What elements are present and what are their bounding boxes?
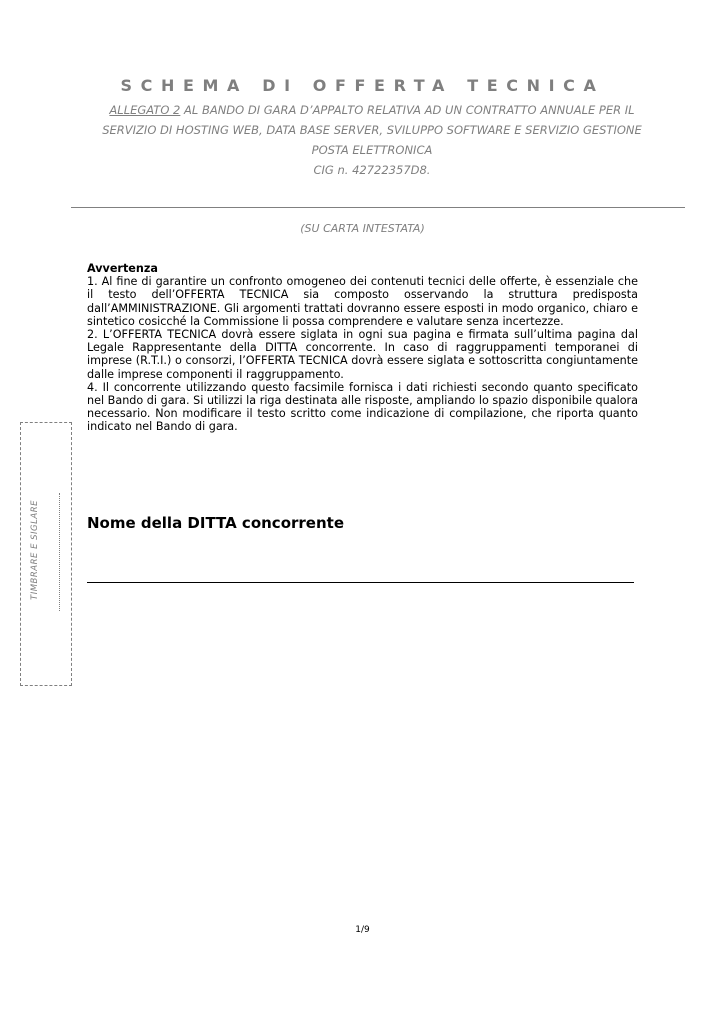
document-title: SCHEMA DI OFFERTA TECNICA [120, 76, 605, 95]
cig-code: CIG n. 42722357D8. [313, 163, 431, 177]
subtitle-line-1-text: AL BANDO DI GARA D’APPALTO RELATIVA AD UN CONTRATTO ANNUALE PER IL [180, 103, 635, 117]
stamp-signature-line [59, 493, 60, 611]
stamp-box [20, 422, 72, 686]
company-name-label: Nome della DITTA concorrente [87, 514, 344, 532]
warning-item-2: 2. L’OFFERTA TECNICA dovrà essere siglata in ogni sua pagina e firmata sull’ultima pagina dal Legale Rappresentante della DITTA concorrente. In caso di raggruppamenti temporanei di imprese (R.T.I.) o consorzi, l’OFFERTA TECNICA dovrà essere siglata e sottoscritta congiuntamente dalle imprese componenti il raggruppamento. [87, 328, 638, 381]
subtitle-line-2: SERVIZIO DI HOSTING WEB, DATA BASE SERVER, SVILUPPO SOFTWARE E SERVIZIO GESTIONE [102, 123, 642, 137]
subtitle-line-1 [72, 100, 672, 120]
stamp-label: TIMBRARE E SIGLARE [30, 500, 40, 600]
allegato-label: ALLEGATO 2 [109, 103, 181, 117]
letterhead-note: (SU CARTA INTESTATA) [300, 222, 425, 235]
warning-section [87, 262, 638, 434]
warning-item-4: 4. Il concorrente utilizzando questo facsimile fornisca i dati richiesti secondo quanto specificato nel Bando di gara. Si utilizzi la riga destinata alle risposte, ampliando lo spazio disponibile qualora necessario. Non modificare il testo scritto come indicazione di compilazione, che riporta quanto indicato nel Bando di gara. [87, 380, 638, 434]
warning-heading: Avvertenza [87, 262, 158, 275]
header-divider [71, 207, 685, 208]
company-name-answer-line [87, 582, 634, 583]
page-number: 1/9 [355, 925, 370, 935]
subtitle-line-3: POSTA ELETTRONICA [311, 143, 433, 157]
document-subtitle [72, 100, 672, 180]
warning-item-1: 1. Al fine di garantire un confronto omogeneo dei contenuti tecnici delle offerte, è essenziale che il testo dell’OFFERTA TECNICA sia composto osservando la struttura predisposta dall’AMMINISTRAZIONE. Gli argomenti trattati dovranno essere esposti in modo organico, chiaro e sintetico cosicché la Commissione li possa comprendere e valutare senza incertezze. [87, 275, 638, 328]
